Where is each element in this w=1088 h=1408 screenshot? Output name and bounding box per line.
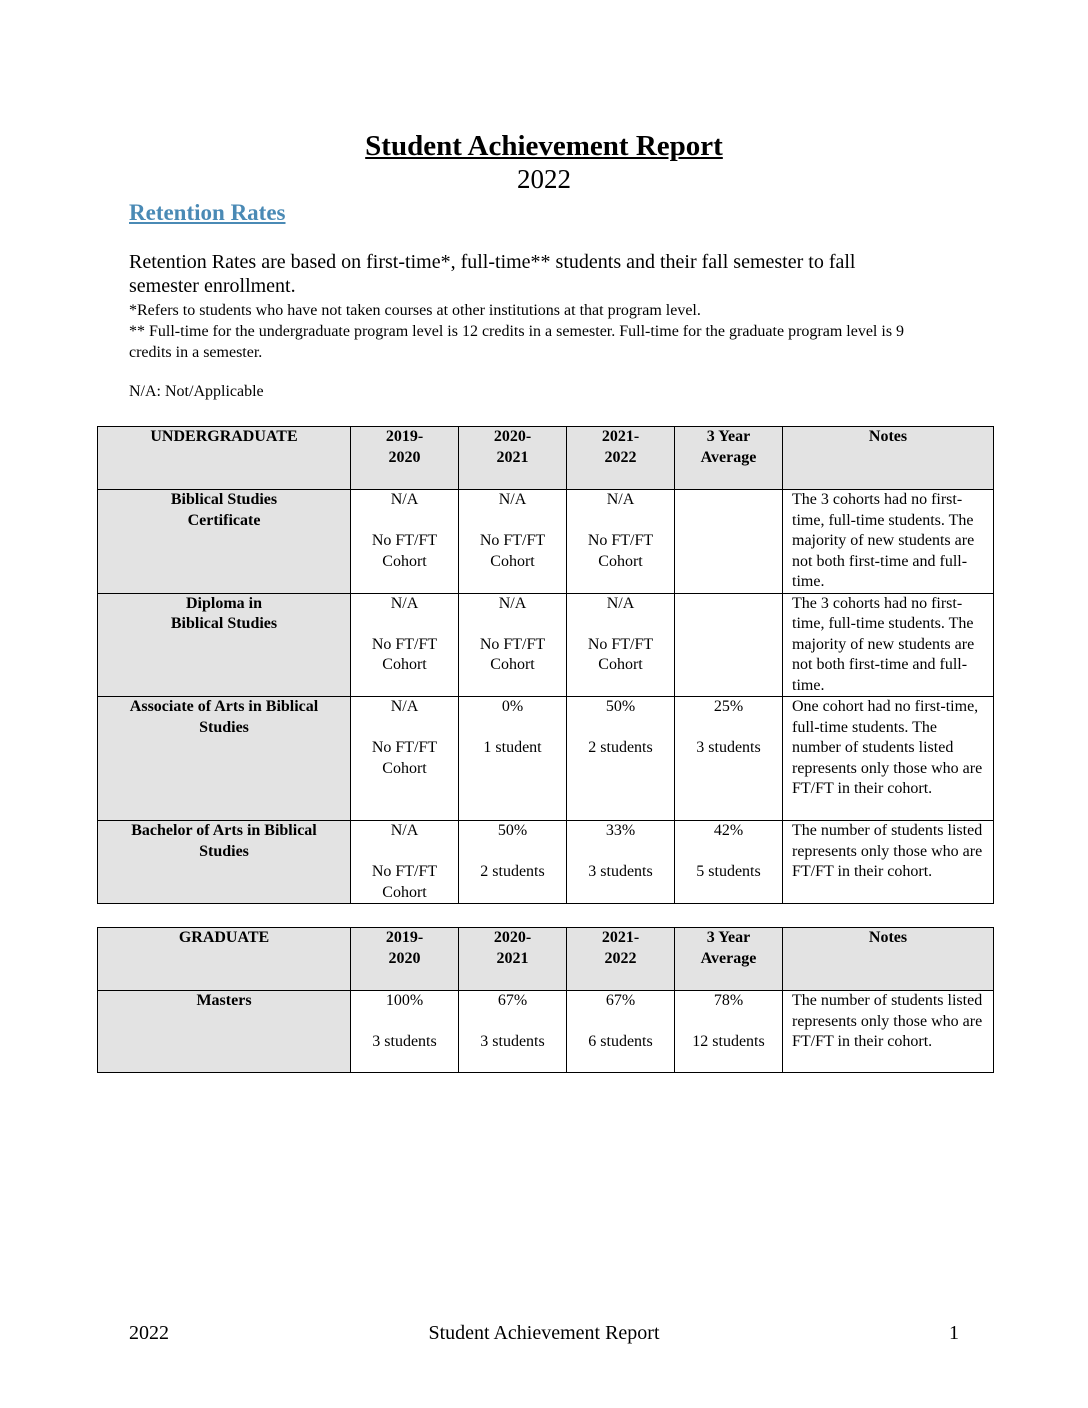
rate-cell: N/A No FT/FT Cohort — [351, 593, 459, 697]
header-year: 2021- 2022 — [567, 928, 675, 991]
rate-cell: 50% 2 students — [567, 697, 675, 821]
rate-cell: 33% 3 students — [567, 821, 675, 904]
rate-cell: N/A No FT/FT Cohort — [567, 490, 675, 594]
notes-cell: The 3 cohorts had no first-time, full-time students. The majority of new students are not both first-time and full-time. — [783, 593, 994, 697]
page-number: 1 — [949, 1322, 959, 1344]
header-average: 3 Year Average — [675, 928, 783, 991]
header-year: 2019- 2020 — [351, 427, 459, 490]
table-header-row — [98, 427, 994, 490]
header-year: 2021- 2022 — [567, 427, 675, 490]
rate-cell: 67% 3 students — [459, 991, 567, 1073]
footer-title: Student Achievement Report — [428, 1322, 660, 1344]
average-cell: 42% 5 students — [675, 821, 783, 904]
footnote-full-time: ** Full-time for the undergraduate program level is 12 credits in a semester. Full-time for the graduate program level is 9 credits in a semester. — [129, 323, 905, 361]
notes-cell: The number of students listed represents only those who are FT/FT in their cohort. — [783, 821, 994, 904]
header-program: UNDERGRADUATE — [98, 427, 351, 490]
rate-cell: N/A No FT/FT Cohort — [351, 697, 459, 821]
average-cell — [675, 593, 783, 697]
header-program: GRADUATE — [98, 928, 351, 991]
notes-cell: One cohort had no first-time, full-time students. The number of students listed represents only those who are FT/FT in their cohort. — [783, 697, 994, 821]
header-year: 2020- 2021 — [459, 928, 567, 991]
rate-cell: 67% 6 students — [567, 991, 675, 1073]
rate-cell: 100% 3 students — [351, 991, 459, 1073]
program-name: Diploma in Biblical Studies — [98, 593, 351, 697]
header-year: 2019- 2020 — [351, 928, 459, 991]
table-row — [98, 991, 994, 1073]
average-cell — [675, 490, 783, 594]
notes-cell: The 3 cohorts had no first-time, full-time students. The majority of new students are not both first-time and full-time. — [783, 490, 994, 594]
table-row — [98, 821, 994, 904]
average-cell: 78% 12 students — [675, 991, 783, 1073]
average-cell: 25% 3 students — [675, 697, 783, 821]
rate-cell: 0% 1 student — [459, 697, 567, 821]
header-notes: Notes — [783, 427, 994, 490]
page-title: Student Achievement Report — [365, 130, 723, 162]
program-name: Bachelor of Arts in Biblical Studies — [98, 821, 351, 904]
table-row — [98, 593, 994, 697]
rate-cell: 50% 2 students — [459, 821, 567, 904]
intro-paragraph: Retention Rates are based on first-time*, full-time** students and their fall semester to fall semester enrollment. — [129, 251, 856, 297]
table-header-row — [98, 928, 994, 991]
header-average: 3 Year Average — [675, 427, 783, 490]
table-row — [98, 490, 994, 594]
program-name: Masters — [98, 991, 351, 1073]
header-notes: Notes — [783, 928, 994, 991]
notes-cell: The number of students listed represents only those who are FT/FT in their cohort. — [783, 991, 994, 1073]
na-legend: N/A: Not/Applicable — [129, 383, 264, 400]
report-year: 2022 — [517, 164, 571, 194]
rate-cell: N/A No FT/FT Cohort — [351, 490, 459, 594]
rate-cell: N/A No FT/FT Cohort — [459, 593, 567, 697]
program-name: Biblical Studies Certificate — [98, 490, 351, 594]
section-heading-retention-rates: Retention Rates — [129, 200, 286, 225]
rate-cell: N/A No FT/FT Cohort — [567, 593, 675, 697]
header-year: 2020- 2021 — [459, 427, 567, 490]
table-row — [98, 697, 994, 821]
program-name: Associate of Arts in Biblical Studies — [98, 697, 351, 821]
footer-year: 2022 — [129, 1322, 169, 1344]
rate-cell: N/A No FT/FT Cohort — [459, 490, 567, 594]
rate-cell: N/A No FT/FT Cohort — [351, 821, 459, 904]
graduate-retention-table — [97, 927, 994, 1073]
footnote-first-time: *Refers to students who have not taken courses at other institutions at that program level. — [129, 302, 701, 319]
undergraduate-retention-table — [97, 426, 994, 904]
